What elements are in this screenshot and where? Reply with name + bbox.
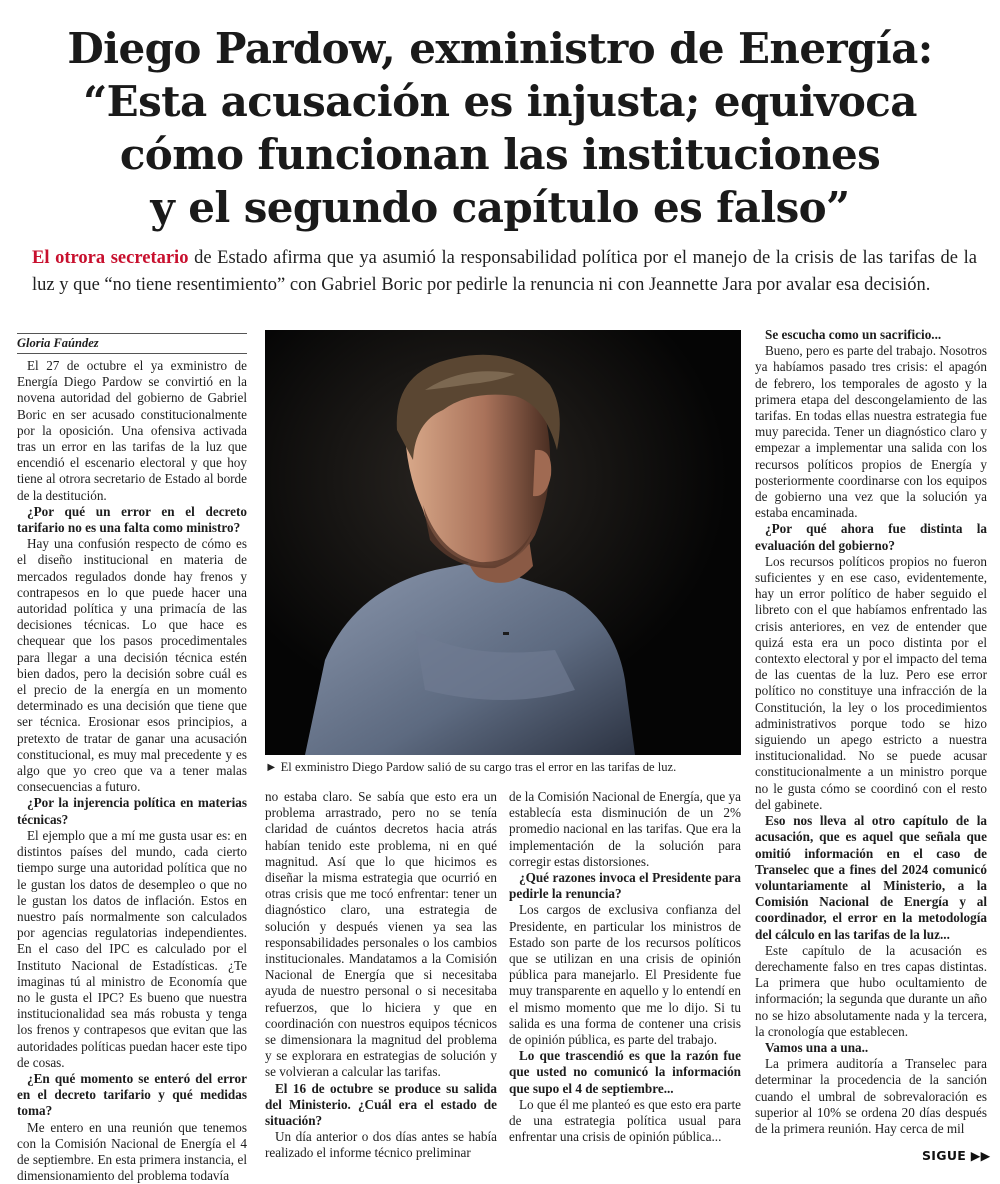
body-paragraph: Me entero en una reunión que tenemos con la Comisión Nacional de Energía el 4 de septiembre. En esta primera instancia, el dimensionamiento del problema todavía xyxy=(17,1119,247,1184)
body-paragraph: La primera auditoría a Transelec para determinar la procedencia de la sanción cuando el umbral de sobrevaloración es superior al 10% se ordena 20 días después de la primera reunión. Hay cerca de mil xyxy=(755,1056,987,1136)
body-paragraph: El ejemplo que a mí me gusta usar es: en distintos países del mundo, cada cierto tiempo surge una autoridad política que no le gustan los datos de desempleo o que no le gustan los datos de inflación. Estos en nuestro país normalmente son calculados por agencias regulatorias independientes. En el caso del IPC es calculado por el Instituto Nacional de Estadísticas. ¿Te imaginas tú al ministro de Economía que no le gusta el IPC? Es bueno que nuestra institucionalidad sea más robusta y tenga los frenos y contrapesos que evitan que las autoridades políticas puedan hacer este tipo de cosas. xyxy=(17,827,247,1070)
article-column-4 xyxy=(755,327,987,1167)
interview-question: ¿Por qué ahora fue distinta la evaluación del gobierno? xyxy=(755,521,987,553)
interview-question: Vamos una a una.. xyxy=(765,1039,869,1055)
interview-question: ¿En qué momento se enteró del error en el decreto tarifario y qué medidas toma? xyxy=(17,1070,247,1119)
article-column-1 xyxy=(17,358,247,1184)
interview-question: Eso nos lleva al otro capítulo de la acusación, que es aquel que señala que omitió información en el caso de Transelec que a fines del 2024 comunicó voluntariamente al Ministerio, a la Comisión Nacional de Energía y al coordinador, el error en la metodología del cálculo en las tarifas de la luz... xyxy=(755,813,987,942)
headline-line: Diego Pardow, exministro de Energía: xyxy=(67,24,933,73)
interview-question: ¿Qué razones invoca el Presidente para pedirle la renuncia? xyxy=(509,870,741,902)
portrait-photo xyxy=(265,330,741,755)
body-paragraph: Este capítulo de la acusación es derechamente falso en tres capas distintas. La primera que hubo ocultamiento de información; la segunda que durante un año no se hizo absolutamente nada y la tercera, la cronología que establecen. xyxy=(755,942,987,1039)
continue-marker[interactable]: SIGUE ▶▶ xyxy=(922,1148,991,1163)
interview-question: ¿Por qué un error en el decreto tarifario no es una falta como ministro? xyxy=(17,503,247,536)
lead-kicker: El otrora secretario xyxy=(32,248,189,268)
body-paragraph: Los cargos de exclusiva confianza del Presidente, en particular los ministros de Estado son parte de los recursos políticos que se utilizan en una crisis de opinión pública para manejarlo. El Presidente fue muy transparente en aquello y lo entendí en el mismo momento que me lo dijo. Si tu salida es una forma de contener una crisis de opinión pública, es parte del trabajo. xyxy=(509,902,741,1048)
interview-question: El 16 de octubre se produce su salida del Ministerio. ¿Cuál era el estado de situación? xyxy=(265,1080,497,1129)
interview-question: Lo que trascendió es que la razón fue que usted no comunicó la información que supo el 4 de septiembre... xyxy=(509,1048,741,1096)
headline-line: cómo funcionan las instituciones xyxy=(119,130,881,179)
interview-question: Se escucha como un sacrificio... xyxy=(765,327,942,342)
body-paragraph: Un día anterior o dos días antes se había realizado el informe técnico preliminar xyxy=(265,1129,497,1161)
body-paragraph: no estaba claro. Se sabía que esto era un problema arrastrado, pero no se tenía claridad de cuántos decretos hacia atrás habían tenido este problema, ni en qué magnitud. Así que lo que hicimos es diseñar la misma estrategia que ocurrió en otras crisis que me tocó enfrentar: tener un diagnóstico claro, una estrategia de solución y después vienen ya sea las responsabilidades personales o los cambios institucionales. Mandatamos a la Comisión Nacional de Energía que si necesitaba ayuda de nuestro personal o si necesitaba refuerzos, que lo hiciera y que en coordinación con nuestros equipos técnicos se dimensionara la magnitud del problema y se explorara en estrategias de solución y se volvieran a calcular las tarifas. xyxy=(265,789,497,1080)
body-paragraph: Bueno, pero es parte del trabajo. Nosotros ya habíamos pasado tres crisis: el apagón de febrero, los temporales de agosto y la primera etapa del descongelamiento de las tarifas. En todas ellas nuestra estrategia fue muy parecida. Tener un diagnóstico claro y empezar a implementar una salida con los recursos políticos propios de Energía y posteriormente coordinarse con los equipos de gobierno una vez que la solución ya estaba encaminada. xyxy=(755,343,987,521)
body-paragraph: de la Comisión Nacional de Energía, que ya establecía esta disminución de un 2% promedio nacional en las tarifas. Que era la implementación de la solución para corregir estas distorsiones. xyxy=(509,789,741,869)
byline: Gloria Faúndez xyxy=(17,333,247,354)
body-paragraph: El 27 de octubre el ya exministro de Energía Diego Pardow se convirtió en la novena autoridad del gobierno de Gabriel Boric en ser acusado constitucionalmente por la oposición. Una ofensiva activada tras un error en las tarifas de la luz que encendió el escenario electoral y que hoy tiene al otrora secretario de Estado al borde de la destitución. xyxy=(17,358,247,503)
body-paragraph: Lo que él me planteó es que esto era parte de una estrategia política usual para enfrentar una crisis de opinión pública... xyxy=(509,1096,741,1145)
lead-paragraph xyxy=(32,245,977,299)
interview-question: ¿Por la injerencia política en materias técnicas? xyxy=(17,795,247,827)
article-column-2 xyxy=(265,789,497,1169)
article-column-3 xyxy=(509,789,741,1169)
body-paragraph: Hay una confusión respecto de cómo es el diseño institucional en materia de mercados regulados donde hay frenos y contrapesos en lo que puede hacer una autoridad política y una primacía de las decisiones técnicas. Lo que hace es chequear que los pasos procedimentales para llegar a una decisión técnica estén bien dados, pero la decisión sobre cuál es el precio de la energía en un momento determinado es una decisión que tiene que ser técnica. Erosionar esos principios, a pretexto de tratar de ganar una acusación constitucional, es muy mal precedente y es algo que yo creo que va a tener malas consecuencias a futuro. xyxy=(17,536,247,795)
body-paragraph: Los recursos políticos propios no fueron suficientes y en ese caso, evidentemente, hay un error político de haber seguido el libreto con el que habíamos enfrentado las crisis anteriores, en vez de entender que quizá esta era un poco distinta por el contexto electoral y por el impacto del tema de las cuentas de la luz. Pero ese error político no constituye una infracción de la Constitución, la ley o los procedimientos administrativos porque todo se hizo siguiendo un apego estricto a nuestra institucionalidad. No se puede acusar constitucionalmente a un ministro porque no le gusta cómo se coordinó con el resto del gabinete. xyxy=(755,553,987,812)
photo-caption: ► El exministro Diego Pardow salió de su cargo tras el error en las tarifas de luz. xyxy=(265,760,677,774)
lead-text: de Estado afirma que ya asumió la responsabilidad política por el manejo de la crisis de las tarifas de la luz y que “no tiene resentimiento” con Gabriel Boric por pedirle la renuncia ni con Jeannette Jara por avalar esa decisión. xyxy=(32,248,977,295)
portrait-illustration xyxy=(265,330,741,755)
headline xyxy=(20,22,980,234)
headline-line: y el segundo capítulo es falso” xyxy=(150,183,850,232)
headline-line: “Esta acusación es injusta; equivoca xyxy=(83,77,917,126)
